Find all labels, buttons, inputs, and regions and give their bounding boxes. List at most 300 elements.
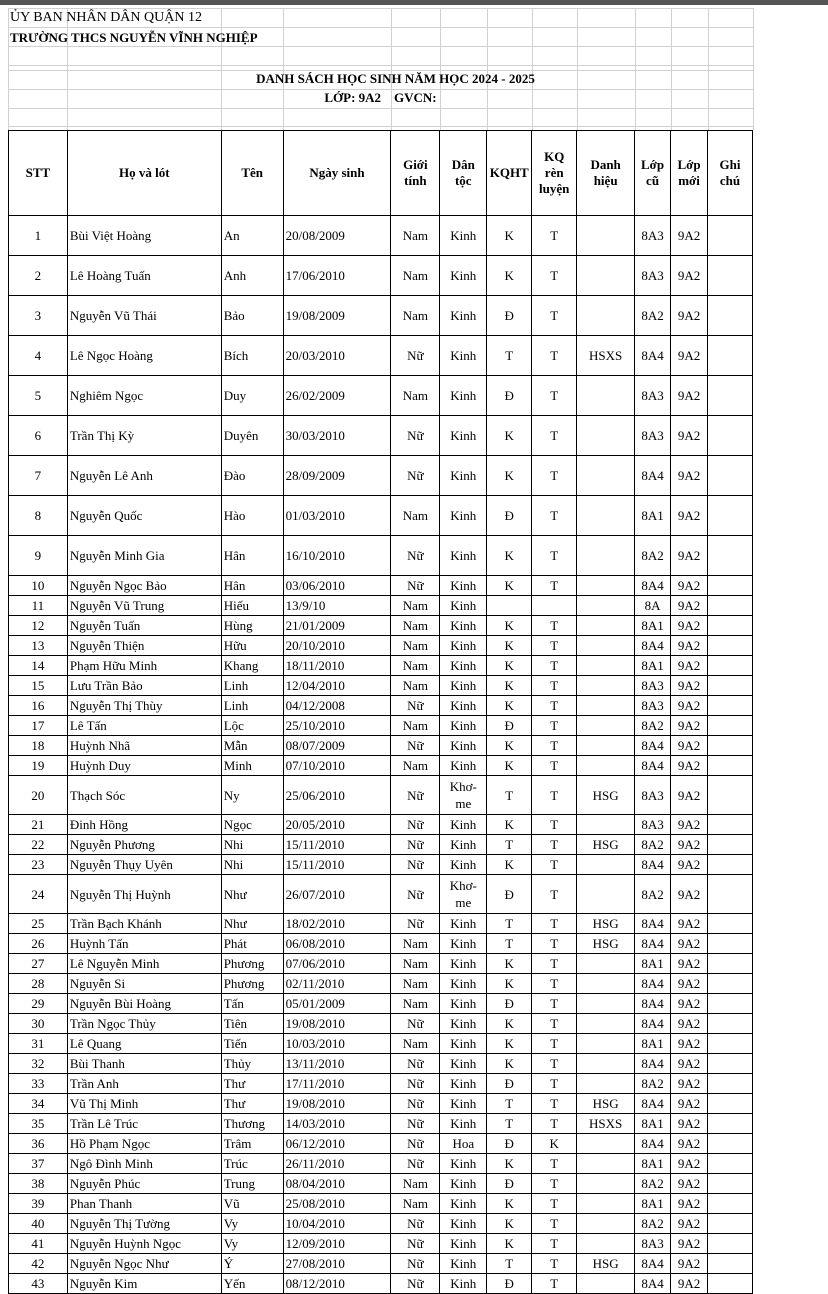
table-cell: Nam	[391, 756, 440, 776]
table-cell: 28/09/2009	[283, 456, 391, 496]
table-row	[9, 1214, 753, 1234]
table-cell: 17/11/2010	[283, 1074, 391, 1094]
table-cell: Đào	[221, 456, 283, 496]
table-cell	[577, 296, 635, 336]
table-cell: 8A2	[635, 1174, 671, 1194]
table-cell: Kinh	[440, 1054, 487, 1074]
table-cell	[707, 1034, 752, 1054]
table-cell	[707, 716, 752, 736]
table-cell: Kinh	[440, 456, 487, 496]
table-cell: Nam	[391, 616, 440, 636]
table-cell: Nguyễn Huỳnh Ngọc	[67, 1234, 221, 1254]
table-cell: 01/03/2010	[283, 496, 391, 536]
table-cell: 08/12/2010	[283, 1274, 391, 1294]
table-cell	[577, 1014, 635, 1034]
table-cell: 31	[9, 1034, 68, 1054]
table-cell: 25/06/2010	[283, 776, 391, 815]
table-cell: 8A2	[635, 875, 671, 914]
table-cell: Nguyễn Thị Huỳnh	[67, 875, 221, 914]
table-cell: Nữ	[391, 1254, 440, 1274]
table-cell: 8A4	[635, 1274, 671, 1294]
table-cell: T	[532, 336, 577, 376]
table-cell: 9A2	[671, 216, 708, 256]
table-cell: Nữ	[391, 1114, 440, 1134]
class-line: LỚP: 9A2 GVCN:	[324, 90, 437, 105]
table-cell: 38	[9, 1174, 68, 1194]
table-cell: Linh	[221, 676, 283, 696]
table-cell: Kinh	[440, 914, 487, 934]
table-cell: Nam	[391, 296, 440, 336]
table-cell: 35	[9, 1114, 68, 1134]
table-cell: Nữ	[391, 835, 440, 855]
table-cell: T	[532, 1094, 577, 1114]
table-cell	[577, 376, 635, 416]
table-cell: T	[532, 1154, 577, 1174]
table-cell: Phan Thanh	[67, 1194, 221, 1214]
table-cell: 8A1	[635, 656, 671, 676]
table-cell: 8A1	[635, 1034, 671, 1054]
table-cell: Lê Ngọc Hoàng	[67, 336, 221, 376]
table-cell: T	[487, 1094, 532, 1114]
table-cell: T	[532, 974, 577, 994]
table-cell: 3	[9, 296, 68, 336]
table-cell: 18/11/2010	[283, 656, 391, 676]
table-cell: Khơ-me	[440, 875, 487, 914]
table-cell: K	[487, 576, 532, 596]
table-cell	[707, 1194, 752, 1214]
gridline	[753, 8, 754, 130]
table-cell: HSG	[577, 914, 635, 934]
window-top-bar	[0, 0, 828, 5]
table-cell: T	[532, 1214, 577, 1234]
table-cell: Đ	[487, 1134, 532, 1154]
table-cell: 8	[9, 496, 68, 536]
table-cell: Trần Thị Kỳ	[67, 416, 221, 456]
table-cell: 9A2	[671, 934, 708, 954]
table-cell: Kinh	[440, 1154, 487, 1174]
table-cell: K	[487, 815, 532, 835]
table-cell: Ý	[221, 1254, 283, 1274]
table-cell: Như	[221, 875, 283, 914]
table-cell: T	[532, 696, 577, 716]
table-cell: 9A2	[671, 974, 708, 994]
table-cell: Kinh	[440, 974, 487, 994]
table-cell: Kinh	[440, 1174, 487, 1194]
table-cell: Kinh	[440, 736, 487, 756]
table-cell: 9A2	[671, 1254, 708, 1274]
table-cell: Nguyễn Thiện	[67, 636, 221, 656]
table-cell: 20/08/2009	[283, 216, 391, 256]
table-cell: T	[532, 756, 577, 776]
table-cell	[707, 496, 752, 536]
column-header: Ngày sinh	[283, 131, 391, 216]
table-cell	[707, 456, 752, 496]
table-cell: 9A2	[671, 1114, 708, 1134]
table-cell: Trâm	[221, 1134, 283, 1154]
table-cell: 20/10/2010	[283, 636, 391, 656]
table-cell: T	[487, 835, 532, 855]
table-cell: Kinh	[440, 1254, 487, 1274]
table-cell: 43	[9, 1274, 68, 1294]
table-cell: HSG	[577, 1254, 635, 1274]
table-cell: 15/11/2010	[283, 835, 391, 855]
table-cell: Nam	[391, 994, 440, 1014]
spreadsheet-sheet	[8, 8, 753, 1291]
table-cell: 9A2	[671, 954, 708, 974]
table-cell: Kinh	[440, 1194, 487, 1214]
table-cell	[577, 1194, 635, 1214]
table-cell: 9A2	[671, 1174, 708, 1194]
table-cell	[577, 1074, 635, 1094]
table-cell: K	[487, 1214, 532, 1234]
table-cell: Nhi	[221, 835, 283, 855]
table-cell: 16	[9, 696, 68, 716]
table-cell: 9A2	[671, 1034, 708, 1054]
table-cell: Nam	[391, 656, 440, 676]
table-cell: K	[487, 1034, 532, 1054]
table-cell	[577, 496, 635, 536]
table-cell: T	[532, 914, 577, 934]
table-cell: 9A2	[671, 696, 708, 716]
table-cell: 08/07/2009	[283, 736, 391, 756]
table-cell	[577, 216, 635, 256]
table-cell: Thương	[221, 1114, 283, 1134]
table-cell: 33	[9, 1074, 68, 1094]
table-cell: 14	[9, 656, 68, 676]
table-row	[9, 1274, 753, 1294]
table-cell: 25/08/2010	[283, 1194, 391, 1214]
table-cell: 9A2	[671, 1234, 708, 1254]
table-cell: 13	[9, 636, 68, 656]
table-cell: 12	[9, 616, 68, 636]
table-cell: Nguyễn Vũ Trung	[67, 596, 221, 616]
table-cell: Lê Hoàng Tuấn	[67, 256, 221, 296]
column-header: Dân tộc	[440, 131, 487, 216]
table-cell: Kinh	[440, 676, 487, 696]
table-cell: K	[487, 456, 532, 496]
table-cell: Nguyễn Kim	[67, 1274, 221, 1294]
table-cell: 42	[9, 1254, 68, 1274]
gridline	[671, 8, 672, 130]
table-cell: Vy	[221, 1234, 283, 1254]
table-cell	[577, 1274, 635, 1294]
table-cell: 23	[9, 855, 68, 875]
table-cell: Hồ Phạm Ngọc	[67, 1134, 221, 1154]
table-cell: Nữ	[391, 736, 440, 756]
table-cell: 8A4	[635, 756, 671, 776]
table-cell: 9A2	[671, 616, 708, 636]
table-cell: 9A2	[671, 835, 708, 855]
table-cell: 8A4	[635, 1094, 671, 1114]
table-cell: Huỳnh Tấn	[67, 934, 221, 954]
table-row	[9, 994, 753, 1014]
table-cell	[577, 855, 635, 875]
table-cell: 22	[9, 835, 68, 855]
table-cell: T	[532, 496, 577, 536]
table-cell: Nữ	[391, 1074, 440, 1094]
table-cell: 8A3	[635, 776, 671, 815]
gridline	[8, 8, 9, 130]
table-cell: 16/10/2010	[283, 536, 391, 576]
table-cell: K	[487, 1014, 532, 1034]
table-cell: 30/03/2010	[283, 416, 391, 456]
table-cell: Kinh	[440, 536, 487, 576]
table-cell	[707, 416, 752, 456]
table-row	[9, 835, 753, 855]
table-cell: 17	[9, 716, 68, 736]
table-cell: Nữ	[391, 536, 440, 576]
table-cell	[707, 1134, 752, 1154]
table-cell: T	[532, 934, 577, 954]
table-cell: 15/11/2010	[283, 855, 391, 875]
table-cell: Duyên	[221, 416, 283, 456]
table-cell	[707, 696, 752, 716]
table-cell: K	[487, 1054, 532, 1074]
table-cell: Kinh	[440, 1274, 487, 1294]
table-cell: 26/11/2010	[283, 1154, 391, 1174]
table-cell: T	[532, 296, 577, 336]
gridline	[8, 108, 753, 109]
table-cell: Kinh	[440, 596, 487, 616]
table-cell: 9A2	[671, 536, 708, 576]
table-cell: Kinh	[440, 716, 487, 736]
table-cell: Đ	[487, 1074, 532, 1094]
table-cell: Kinh	[440, 835, 487, 855]
table-cell: 08/04/2010	[283, 1174, 391, 1194]
table-cell: Trúc	[221, 1154, 283, 1174]
table-cell: T	[532, 256, 577, 296]
table-cell: T	[532, 1254, 577, 1274]
table-cell: K	[532, 1134, 577, 1154]
table-cell: 10/04/2010	[283, 1214, 391, 1234]
table-cell: Kinh	[440, 1034, 487, 1054]
table-cell	[577, 616, 635, 636]
table-cell: 8A4	[635, 336, 671, 376]
table-row	[9, 855, 753, 875]
table-cell: 9A2	[671, 656, 708, 676]
table-cell: 9A2	[671, 1054, 708, 1074]
table-cell: 07/10/2010	[283, 756, 391, 776]
table-cell: Khơ-me	[440, 776, 487, 815]
table-cell: 41	[9, 1234, 68, 1254]
table-cell: Trần Anh	[67, 1074, 221, 1094]
table-cell: Nữ	[391, 815, 440, 835]
table-row	[9, 496, 753, 536]
table-cell: T	[532, 636, 577, 656]
table-cell	[577, 756, 635, 776]
table-cell: Nghiêm Ngọc	[67, 376, 221, 416]
table-cell	[707, 1174, 752, 1194]
table-cell: K	[487, 656, 532, 676]
table-cell: 9A2	[671, 1154, 708, 1174]
table-cell	[707, 994, 752, 1014]
table-row	[9, 736, 753, 756]
table-cell: 36	[9, 1134, 68, 1154]
table-row	[9, 776, 753, 815]
table-cell: T	[532, 1034, 577, 1054]
table-row	[9, 716, 753, 736]
table-cell	[707, 1074, 752, 1094]
header-row	[9, 131, 753, 216]
table-cell: K	[487, 1194, 532, 1214]
table-cell: Nguyễn Minh Gia	[67, 536, 221, 576]
table-cell	[577, 256, 635, 296]
table-cell: Nữ	[391, 1054, 440, 1074]
table-row	[9, 1034, 753, 1054]
column-header: KQHT	[487, 131, 532, 216]
table-cell: Nam	[391, 974, 440, 994]
table-cell: 26	[9, 934, 68, 954]
gridline	[8, 65, 753, 66]
table-cell	[577, 696, 635, 716]
table-cell: 8A4	[635, 1014, 671, 1034]
table-cell: 4	[9, 336, 68, 376]
table-row	[9, 296, 753, 336]
table-cell: Kinh	[440, 994, 487, 1014]
table-cell: Nguyễn Ngọc Bảo	[67, 576, 221, 596]
table-cell: Tấn	[221, 994, 283, 1014]
table-cell: 9A2	[671, 496, 708, 536]
table-cell: T	[532, 855, 577, 875]
table-cell: Trung	[221, 1174, 283, 1194]
table-cell: 8A3	[635, 815, 671, 835]
gridline	[440, 8, 441, 130]
table-cell: 9A2	[671, 296, 708, 336]
table-cell: T	[532, 776, 577, 815]
table-cell	[707, 736, 752, 756]
student-list-table	[8, 130, 753, 1294]
table-row	[9, 456, 753, 496]
table-cell: K	[487, 855, 532, 875]
table-cell: T	[487, 914, 532, 934]
table-cell: Đ	[487, 1274, 532, 1294]
table-cell: Kinh	[440, 636, 487, 656]
table-cell: 19/08/2010	[283, 1094, 391, 1114]
table-cell: 2	[9, 256, 68, 296]
table-cell	[577, 536, 635, 576]
table-cell: K	[487, 1234, 532, 1254]
table-cell: Nữ	[391, 1234, 440, 1254]
table-cell: 9A2	[671, 914, 708, 934]
table-cell: 26/07/2010	[283, 875, 391, 914]
table-cell: T	[532, 954, 577, 974]
table-cell: 12/09/2010	[283, 1234, 391, 1254]
table-cell: Kinh	[440, 296, 487, 336]
table-row	[9, 676, 753, 696]
table-cell: Nam	[391, 1174, 440, 1194]
table-cell: Nam	[391, 934, 440, 954]
table-row	[9, 954, 753, 974]
table-cell	[707, 1214, 752, 1234]
table-cell: Hùng	[221, 616, 283, 636]
table-cell: Bích	[221, 336, 283, 376]
table-cell: 9A2	[671, 875, 708, 914]
table-cell: 8A4	[635, 994, 671, 1014]
table-cell: 06/12/2010	[283, 1134, 391, 1154]
table-cell	[577, 736, 635, 756]
gridline	[221, 8, 222, 130]
table-row	[9, 974, 753, 994]
table-cell	[577, 676, 635, 696]
table-cell: Kinh	[440, 336, 487, 376]
table-cell: Kinh	[440, 1094, 487, 1114]
table-cell: 8A2	[635, 1214, 671, 1234]
table-cell: 07/06/2010	[283, 954, 391, 974]
table-cell: Linh	[221, 696, 283, 716]
table-cell: Nhi	[221, 855, 283, 875]
table-row	[9, 616, 753, 636]
table-row	[9, 636, 753, 656]
table-cell: Nguyễn Bùi Hoàng	[67, 994, 221, 1014]
table-cell: 37	[9, 1154, 68, 1174]
table-row	[9, 1194, 753, 1214]
table-cell	[707, 954, 752, 974]
table-cell: 8A2	[635, 296, 671, 336]
table-cell	[707, 1254, 752, 1274]
table-cell	[577, 1034, 635, 1054]
table-cell: Nam	[391, 256, 440, 296]
table-cell: Đ	[487, 296, 532, 336]
table-row	[9, 416, 753, 456]
table-cell: 8A1	[635, 1194, 671, 1214]
gridline	[532, 8, 533, 130]
table-cell: 29	[9, 994, 68, 1014]
table-cell: 8A4	[635, 1254, 671, 1274]
table-cell: Nam	[391, 676, 440, 696]
table-cell	[707, 1274, 752, 1294]
table-cell: Kinh	[440, 1234, 487, 1254]
table-cell: Kinh	[440, 756, 487, 776]
table-cell	[577, 456, 635, 496]
table-cell: Đ	[487, 875, 532, 914]
table-cell: Minh	[221, 756, 283, 776]
table-cell: Nữ	[391, 855, 440, 875]
table-cell: Nguyễn Quốc	[67, 496, 221, 536]
table-row	[9, 596, 753, 616]
table-cell	[577, 1174, 635, 1194]
table-cell: 10	[9, 576, 68, 596]
table-row	[9, 1254, 753, 1274]
table-cell: K	[487, 416, 532, 456]
table-cell: K	[487, 676, 532, 696]
table-cell: Nguyễn Thị Tường	[67, 1214, 221, 1234]
table-cell: Phương	[221, 974, 283, 994]
table-cell: 9A2	[671, 676, 708, 696]
table-cell: Huỳnh Duy	[67, 756, 221, 776]
table-cell: Kinh	[440, 815, 487, 835]
table-cell	[707, 1054, 752, 1074]
table-cell: T	[532, 716, 577, 736]
table-cell: T	[532, 376, 577, 416]
gridline	[283, 8, 284, 130]
table-cell: 8A4	[635, 934, 671, 954]
table-cell: Trần Ngọc Thủy	[67, 1014, 221, 1034]
table-cell	[577, 716, 635, 736]
table-cell: Lộc	[221, 716, 283, 736]
table-cell: 8A4	[635, 855, 671, 875]
table-cell: Kinh	[440, 1014, 487, 1034]
table-cell: 8A1	[635, 1114, 671, 1134]
table-row	[9, 1174, 753, 1194]
table-cell	[577, 1054, 635, 1074]
table-cell	[707, 256, 752, 296]
table-cell: 8A1	[635, 1154, 671, 1174]
table-cell	[707, 1234, 752, 1254]
table-cell: K	[487, 736, 532, 756]
table-cell: Nam	[391, 716, 440, 736]
table-cell: 12/04/2010	[283, 676, 391, 696]
table-cell: Nữ	[391, 914, 440, 934]
